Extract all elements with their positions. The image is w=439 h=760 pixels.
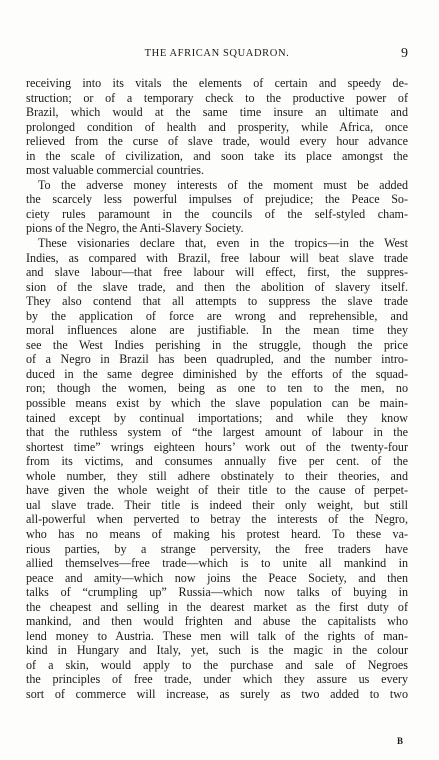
text-line: most valuable commercial countries. bbox=[26, 163, 204, 178]
body-text bbox=[26, 76, 408, 702]
text-line: lend money to Austria. These men will talk of the rights of man- bbox=[26, 628, 408, 643]
text-line: that the ruthless system of “the largest amount of labour in the bbox=[26, 425, 408, 440]
text-line: moral influences alone are justifiable. In the mean time they bbox=[26, 323, 408, 338]
text-line: who has no means of making his protest heard. To these va- bbox=[26, 526, 408, 541]
text-line: whole number, they still adhere obstinately to their theories, and bbox=[26, 468, 408, 483]
text-line: have given the whole weight of their title to the cause of perpet- bbox=[26, 483, 408, 498]
page-header bbox=[26, 48, 408, 64]
text-line: mankind, and then would frighten and abuse the capitalists who bbox=[26, 614, 408, 629]
text-line: ciety rules paramount in the councils of the self-styled cham- bbox=[26, 206, 408, 221]
text-line: shortest time” wrings eighteen hours’ work out of the twenty-four bbox=[26, 439, 408, 454]
text-line: pions of the Negro, the Anti-Slavery Society. bbox=[26, 221, 244, 236]
text-line: talks of “crumpling up” Russia—which now talks of buying in bbox=[26, 585, 408, 600]
text-line: prolonged condition of health and prosperity, while Africa, once bbox=[26, 119, 408, 134]
text-line: receiving into its vitals the elements of certain and speedy de- bbox=[26, 76, 408, 90]
text-line: and slave labour—that free labour will effect, first, the suppres- bbox=[26, 265, 408, 280]
text-line: relieved from the curse of slave trade, would every hour advance bbox=[26, 134, 408, 149]
text-line: of a Negro in Brazil has been quadrupled, and the number intro- bbox=[26, 352, 408, 367]
text-line: rious parties, by a strange perversity, the free traders have bbox=[26, 541, 408, 556]
text-line: duced in the same degree diminished by the efforts of the squad- bbox=[26, 366, 408, 381]
text-line: These visionaries declare that, even in the tropics—in the West bbox=[38, 236, 408, 251]
text-line: struction; or of a temporary check to the productive power of bbox=[26, 90, 408, 105]
text-line: sion of the slave trade, and then the abolition of slavery itself. bbox=[26, 279, 408, 294]
text-line: ual slave trade. Their title is indeed their only weight, but still bbox=[26, 497, 408, 512]
text-line: see the West Indies perishing in the struggle, though the price bbox=[26, 337, 408, 352]
text-line: the principles of free trade, under which they assure us every bbox=[26, 672, 408, 687]
text-line: all-powerful when perverted to betray the interests of the Negro, bbox=[26, 512, 408, 527]
text-line: Brazil, which would at the same time insure an ultimate and bbox=[26, 105, 408, 120]
text-line: tained except by continual importations; and while they know bbox=[26, 410, 408, 425]
text-line: To the adverse money interests of the moment must be added bbox=[38, 177, 408, 192]
text-line: the cheapest and selling in the dearest market as the first duty of bbox=[26, 599, 408, 614]
text-line: Indies, as compared with Brazil, free labour will beat slave trade bbox=[26, 250, 408, 265]
text-line: ron; though the women, being as one to ten to the men, no bbox=[26, 381, 408, 396]
signature-mark: B bbox=[396, 736, 403, 746]
text-line: of a skin, would apply to the purchase and sale of Negroes bbox=[26, 657, 408, 672]
text-line: sort of commerce will increase, as surely as two added to two bbox=[26, 686, 408, 701]
text-line: in the scale of civilization, and soon take its place amongst the bbox=[26, 148, 408, 163]
text-line: They also contend that all attempts to suppress the slave trade bbox=[26, 294, 408, 309]
text-line: the scarcely less powerful impulses of prejudice; the Peace So- bbox=[26, 192, 408, 207]
text-line: allied themselves—free trade—which is to unite all mankind in bbox=[26, 556, 408, 571]
running-title: THE AFRICAN SQUADRON. bbox=[144, 48, 290, 59]
text-line: by the application of force are wrong and reprehensible, and bbox=[26, 308, 408, 323]
text-line: peace and amity—which now joins the Peace Society, and then bbox=[26, 570, 408, 585]
text-line: kind in Hungary and Italy, yet, such is the magic in the colour bbox=[26, 643, 408, 658]
text-line: from its victims, and consumes annually five per cent. of the bbox=[26, 454, 408, 469]
text-line: possible means exist by which the slave population can be main- bbox=[26, 396, 408, 411]
page-number: 9 bbox=[401, 46, 408, 61]
